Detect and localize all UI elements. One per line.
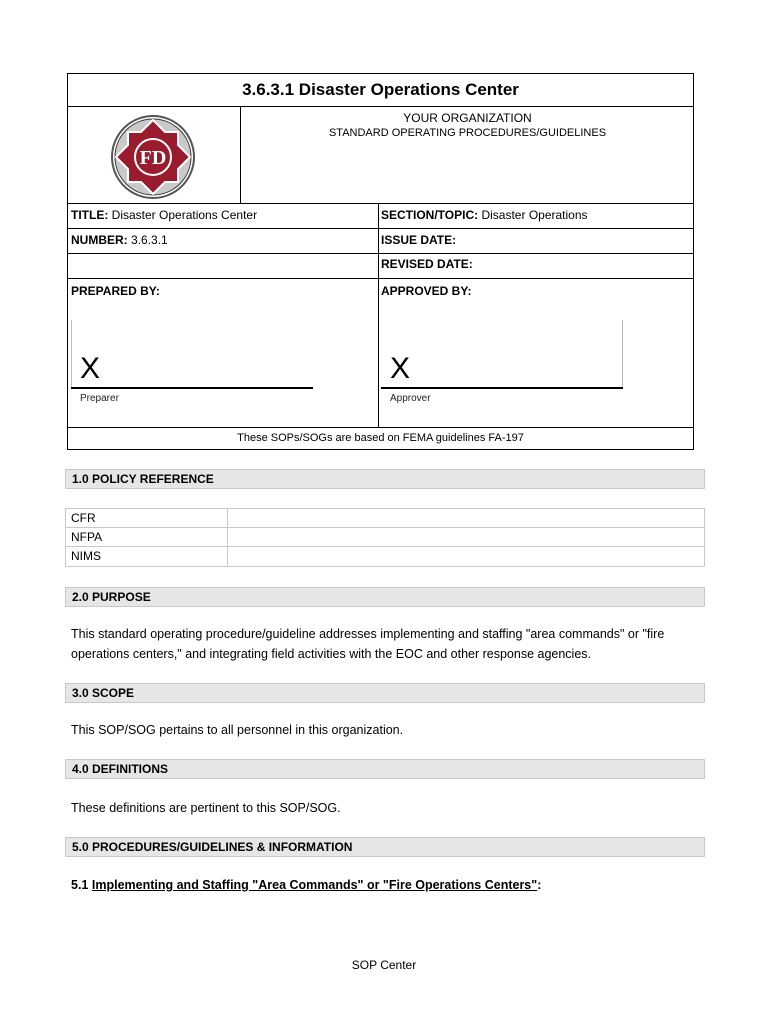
section-heading-policy-reference: 1.0 POLICY REFERENCE [65, 469, 705, 489]
fire-department-logo-icon [110, 114, 196, 200]
policy-reference-table [65, 508, 705, 567]
number-value: 3.6.3.1 [131, 233, 168, 247]
divider [68, 278, 693, 279]
subsection-number: 5.1 [71, 878, 89, 892]
prepared-by-label: PREPARED BY: [71, 284, 160, 298]
page-footer: SOP Center [351, 958, 417, 972]
number-label: NUMBER: [71, 233, 128, 247]
title-field [71, 208, 257, 222]
subsection-title: Implementing and Staffing "Area Commands" or "Fire Operations Centers" [91, 878, 538, 892]
section-heading-definitions: 4.0 DEFINITIONS [65, 759, 705, 779]
section-field [381, 208, 588, 222]
purpose-text: This standard operating procedure/guideline addresses implementing and staffing "area commands" or "fire operations centers," and integrating field activities with the EOC and other response agencies. [71, 627, 665, 661]
section-heading-purpose: 2.0 PURPOSE [65, 587, 705, 607]
signature-box-edge [71, 320, 72, 388]
organization-name: YOUR ORGANIZATION [403, 111, 532, 125]
header-table [67, 73, 694, 450]
issue-date-label: ISSUE DATE: [381, 233, 457, 247]
divider [227, 547, 228, 566]
subsection-suffix: : [537, 878, 542, 892]
approved-by-label: APPROVED BY: [381, 284, 472, 298]
scope-text: This SOP/SOG pertains to all personnel in this organization. [71, 723, 404, 737]
divider [68, 253, 693, 254]
fema-note: These SOPs/SOGs are based on FEMA guidelines FA-197 [237, 432, 524, 444]
issue-date-field [381, 233, 456, 247]
organization-block [241, 110, 694, 140]
prepared-by-field [71, 284, 160, 298]
preparer-caption: Preparer [80, 393, 119, 404]
organization-subtitle: STANDARD OPERATING PROCEDURES/GUIDELINES [328, 127, 607, 139]
revised-date-field [381, 257, 473, 271]
policy-ref-label: CFR [71, 511, 96, 525]
policy-ref-label: NIMS [71, 549, 101, 563]
section-heading-procedures: 5.0 PROCEDURES/GUIDELINES & INFORMATION [65, 837, 705, 857]
divider [68, 106, 693, 107]
divider [227, 509, 228, 527]
approver-caption: Approver [390, 393, 431, 404]
approver-signature-line[interactable] [381, 387, 623, 389]
approved-by-field [381, 284, 471, 298]
title-label: TITLE: [71, 208, 109, 222]
preparer-signature-mark: X [80, 352, 101, 385]
divider [68, 228, 693, 229]
approver-signature-mark: X [390, 352, 411, 385]
signature-box-edge [622, 320, 623, 388]
policy-ref-label: NFPA [71, 530, 103, 544]
divider [68, 203, 693, 204]
revised-date-label: REVISED DATE: [381, 257, 473, 271]
table-row [66, 509, 704, 528]
divider [227, 528, 228, 546]
section-label: SECTION/TOPIC: [381, 208, 479, 222]
logo-text: FD [139, 147, 167, 169]
section-value: Disaster Operations [481, 208, 588, 222]
title-value: Disaster Operations Center [111, 208, 258, 222]
divider [378, 203, 379, 427]
section-heading-scope: 3.0 SCOPE [65, 683, 705, 703]
number-field [71, 233, 168, 247]
subsection-heading [71, 876, 541, 894]
document-title: 3.6.3.1 Disaster Operations Center [242, 80, 519, 99]
preparer-signature-line[interactable] [71, 387, 313, 389]
definitions-text: These definitions are pertinent to this SOP/SOG. [71, 801, 341, 815]
table-row [66, 528, 704, 547]
table-row [66, 547, 704, 566]
